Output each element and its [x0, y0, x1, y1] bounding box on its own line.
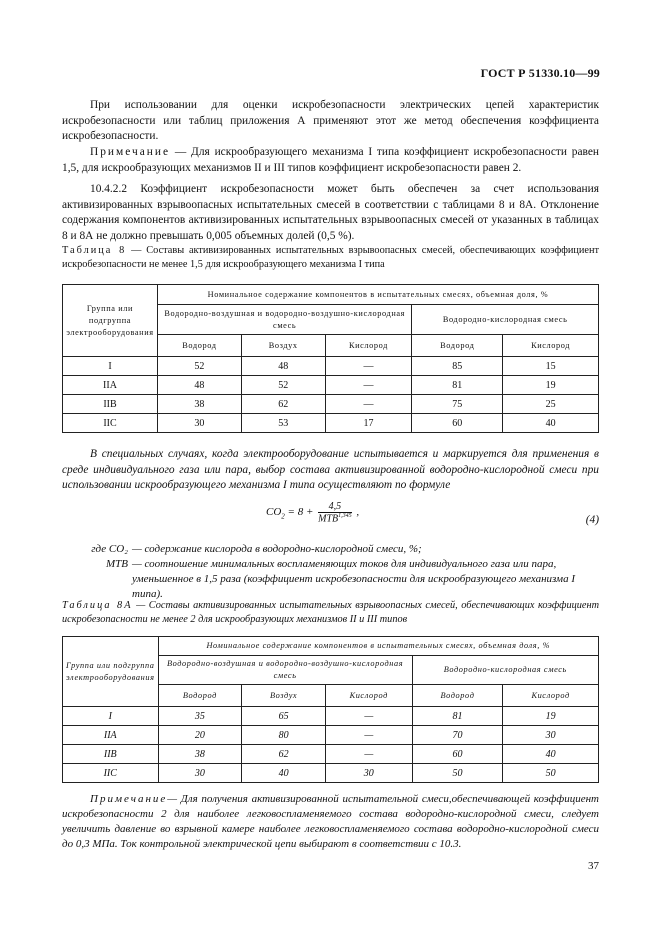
table8a-col-header: Кислород: [325, 685, 412, 707]
table-cell: 52: [157, 357, 241, 376]
paragraph-method: При использовании для оценки искробезопасности электрических цепей характеристик искробезопасности или таблиц приложения А применяют этот же метод обеспечения коэффициента искробезопасности.: [62, 99, 599, 143]
table-cell: 85: [412, 357, 503, 376]
definition-text: — соотношение минимальных воспламеняющих токов для индивидуального газа или пара, уменьшенное в 1,5 раза (коэффициент искробезопасности для искрообразующего механизма I типа).: [132, 558, 575, 600]
table-cell: 60: [412, 414, 503, 433]
table-cell: IIA: [63, 726, 159, 745]
table-cell: 70: [412, 726, 503, 745]
formula-den-sup: 1,345: [338, 513, 352, 519]
table-cell: I: [63, 357, 158, 376]
table8a-col-header: Воздух: [242, 685, 326, 707]
table-cell: 50: [412, 764, 503, 783]
table-cell: 19: [503, 376, 599, 395]
table8-group-header: Группа или подгруппа электрооборудования: [63, 285, 158, 357]
formula-fraction: [318, 501, 352, 524]
table-cell: —: [325, 745, 412, 764]
table-cell: 15: [503, 357, 599, 376]
table8a-col-header: Водород: [412, 685, 503, 707]
table8-col-header: Воздух: [241, 335, 325, 357]
table-row: [63, 764, 599, 783]
table-cell: 40: [503, 414, 599, 433]
table8a-col-header: Водород: [158, 685, 242, 707]
note-pressure: [62, 792, 599, 852]
table-row: [63, 395, 599, 414]
table8-subheader-2: Водородно-кислородная смесь: [412, 305, 599, 335]
note-label: Примечание: [90, 146, 171, 158]
table-cell: 52: [241, 376, 325, 395]
table-cell: —: [325, 707, 412, 726]
table8-subheader-1: Водородно-воздушная и водородно-воздушно-кислородная смесь: [157, 305, 411, 335]
table8-col-header: Кислород: [503, 335, 599, 357]
table-cell: 17: [325, 414, 412, 433]
table8a-top-header: Номинальное содержание компонентов в испытательных смесях, объемная доля, %: [158, 637, 598, 656]
table-cell: 38: [158, 745, 242, 764]
table8a-group-header: Группа или подгруппа электрооборудования: [63, 637, 159, 707]
table8-col-header: Кислород: [325, 335, 412, 357]
paragraph-special-cases: В специальных случаях, когда электрооборудование испытывается и маркируется для применения в среде индивидуального газа или пара, выбор состава активизированной водородно-кислородной смеси при использовании искрообразующего механизма I типа осуществляют по формуле: [62, 448, 599, 492]
table-cell: 30: [157, 414, 241, 433]
table-8: [62, 284, 599, 433]
formula-numerator: 4,5: [318, 501, 352, 513]
table8a-caption: [62, 599, 599, 627]
table-cell: 30: [158, 764, 242, 783]
table8-caption: [62, 244, 599, 272]
table-cell: 62: [242, 745, 326, 764]
table8a-subheader-1: Водородно-воздушная и водородно-воздушно-кислородная смесь: [158, 656, 412, 685]
table-cell: IIA: [63, 376, 158, 395]
note2-label: Примечание: [90, 793, 168, 805]
table-8a: [62, 636, 599, 783]
table-cell: IIB: [63, 395, 158, 414]
table-cell: 80: [242, 726, 326, 745]
table-cell: 20: [158, 726, 242, 745]
table-cell: 35: [158, 707, 242, 726]
table-cell: 25: [503, 395, 599, 414]
table8-caption-label: Таблица 8: [62, 245, 127, 256]
table-cell: —: [325, 376, 412, 395]
table-cell: IIB: [63, 745, 159, 764]
table-row: [63, 376, 599, 395]
table-cell: 30: [503, 726, 599, 745]
document-header: ГОСТ Р 51330.10—99: [480, 66, 600, 80]
table-cell: 40: [242, 764, 326, 783]
definition-text: — содержание кислорода в водородно-кислородной смеси, %;: [132, 543, 422, 555]
formula-denominator: [318, 513, 352, 524]
table-cell: IIC: [63, 764, 159, 783]
formula-eq: = 8 +: [284, 506, 317, 519]
definition-key: MTB: [106, 558, 128, 570]
table-cell: 48: [157, 376, 241, 395]
note-text: — Для искрообразующего механизма I типа коэффициент искробезопасности равен 1,5, для искрообразующих механизмов II и III типов коэффициент искробезопасности равен 2.: [62, 146, 599, 174]
table8-caption-text: — Составы активизированных испытательных взрывоопасных смесей, обеспечивающих коэффициент искробезопасности не менее 1,5 для искрообразующего механизма I типа: [62, 245, 599, 270]
table-cell: —: [325, 726, 412, 745]
table8a-subheader-2: Водородно-кислородная смесь: [412, 656, 598, 685]
table-cell: 19: [503, 707, 599, 726]
table-row: [63, 414, 599, 433]
table-row: [63, 726, 599, 745]
table8a-caption-text: — Составы активизированных испытательных взрывоопасных смесей, обеспечивающих коэффициент искробезопасности не менее 2 для искрообразующих механизмов II и III типов: [62, 600, 600, 625]
table-cell: 81: [412, 707, 503, 726]
table8a-caption-label: Таблица 8А: [62, 600, 133, 611]
formula-tail: ,: [353, 506, 360, 519]
formula-number: (4): [585, 514, 599, 526]
definition-row: [62, 557, 599, 602]
formula-lhs-sub: 2: [281, 512, 285, 521]
table-cell: 48: [241, 357, 325, 376]
table8a-col-header: Кислород: [503, 685, 599, 707]
table-cell: 38: [157, 395, 241, 414]
table-cell: IIC: [63, 414, 158, 433]
table8-col-header: Водород: [157, 335, 241, 357]
table-cell: 65: [242, 707, 326, 726]
table-cell: 62: [241, 395, 325, 414]
table-cell: 50: [503, 764, 599, 783]
note2-text: — Для получения активизированной испытательной смеси,обеспечивающей коэффициент искробезопасности 2 для наиболее легковоспламеняемого состава водородно-кислородной смеси, следует увеличить давление во взрывной камере наиболее легковоспламеняемого состава водородно-кислородной смеси до 0,3 МПа. Ток контрольной электрической цепи выбирают в соответствии с 10.3.: [62, 793, 599, 850]
formula-4: [266, 501, 359, 524]
table8-top-header: Номинальное содержание компонентов в испытательных смесях, объемная доля, %: [157, 285, 598, 305]
table-cell: 53: [241, 414, 325, 433]
table-cell: 81: [412, 376, 503, 395]
page-number: 37: [588, 860, 599, 872]
table-cell: 40: [503, 745, 599, 764]
table-row: [63, 745, 599, 764]
table-row: [63, 357, 599, 376]
formula-definitions: [62, 542, 599, 602]
table8-col-header: Водород: [412, 335, 503, 357]
table-cell: 60: [412, 745, 503, 764]
formula-lhs: CO: [266, 506, 282, 519]
table-cell: 75: [412, 395, 503, 414]
table-cell: —: [325, 357, 412, 376]
note-coefficient: [62, 145, 599, 176]
table-cell: I: [63, 707, 159, 726]
definition-key: где CO₂: [91, 543, 128, 555]
table-cell: —: [325, 395, 412, 414]
formula-den-text: MTB: [318, 513, 339, 525]
paragraph-10-4-2-2: 10.4.2.2 Коэффициент искробезопасности может быть обеспечен за счет использования активизированных взрывоопасных испытательных смесей в соответствии с таблицами 8 и 8А. Отклонение содержания компонентов активизированных испытательных взрывоопасных смесей от указанных в таблицах 8 и 8А не должно превышать 0,005 объемных долей (0,5 %).: [62, 183, 599, 242]
table-row: [63, 707, 599, 726]
table-cell: 30: [325, 764, 412, 783]
definition-row: [62, 542, 599, 557]
